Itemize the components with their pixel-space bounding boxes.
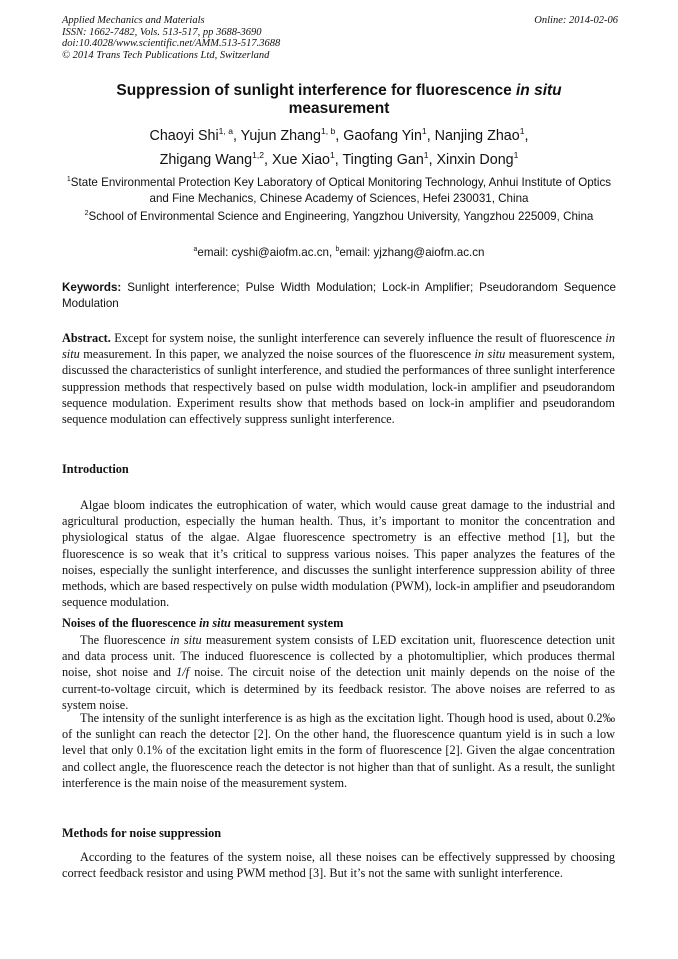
author-sup: 1 — [421, 126, 427, 137]
author-sup: 1,2 — [252, 150, 264, 161]
introduction-paragraph: Algae bloom indicates the eutrophication of water, which would cause great damage to the industrial and agricultural production, especially the human health. Thus, it’s important to monitor the concentration and physiological status of the algae. Algae fluorescence spectrometry is an effective method [1], but the fluorescence is so weak that it’s critical to suppress various noises. This paper analyzes the features of the noises, especially the sunlight interference, and discusses the sunlight interference suppression ability of three methods, which are based respectively on pulse width modulation (PWM), lock-in amplifier and pseudorandom sequence modulation. — [62, 498, 615, 610]
affiliation-sup: 2 — [84, 210, 89, 218]
author-name: Zhigang Wang — [159, 152, 253, 168]
heading-text: measurement system — [230, 616, 344, 630]
author-name: Tingting Gan — [342, 152, 424, 168]
abstract-text: measurement system, discussed the characteristics of sunlight interference, and studied the performances of three sunlight interference suppression methods that respectively based on pulse width modulation, lock-in amplifier and pseudorandom sequence modulation. Experiment results show that methods based on lock-in amplifier and pseudorandom sequence modulation can effectively suppress sunlight interference. — [62, 347, 616, 427]
noises-paragraph-1 — [62, 632, 615, 713]
abstract-italic: in situ — [474, 347, 506, 362]
affiliation-text: School of Environmental Science and Engineering, Yangzhou University, Yangzhou 225009, China — [88, 210, 594, 223]
introduction-heading: Introduction — [62, 462, 129, 476]
doi-line: doi:10.4028/www.scientific.net/AMM.513-517.3688 — [62, 38, 281, 49]
author-sup: 1 — [329, 150, 335, 161]
author-list: Chaoyi Shi$^{1, a}$, Yujun Zhang$^{1, b}$, Gaofang Yin$^1$, Nanjing Zhao$^1$, Zhigang Wang$^{1,2}$, Xue Xiao$^1$, Tingting Gan$^1$, Xinxin Dong$^1$ — [149, 126, 529, 168]
keywords-text: Sunlight interference; Pulse Width Modulation; Lock-in Amplifier; Pseudorandom Sequence Modulation — [62, 281, 616, 310]
keywords — [62, 280, 616, 311]
online-date: Online: 2014-02-06 — [534, 15, 618, 26]
title-line2: measurement — [288, 100, 390, 117]
affiliation-2 — [62, 209, 616, 225]
methods-heading: Methods for noise suppression — [62, 826, 222, 840]
journal-header — [62, 15, 618, 61]
affiliation-text: State Environmental Protection Key Laboratory of Optical Monitoring Technology, Anhui Institute of Optics and Fine Mechanics, Chinese Academy of Sciences, Hefei 230031, China — [70, 176, 612, 205]
body-text: The fluorescence — [80, 633, 170, 647]
author-sup: 1, b — [320, 126, 336, 137]
affiliation-1 — [62, 175, 616, 206]
author-name: Chaoyi Shi — [149, 128, 219, 144]
abstract-text: measurement. In this paper, we analyzed the noise sources of the fluorescence — [79, 347, 475, 362]
noises-heading — [62, 615, 343, 631]
abstract-label: Abstract. — [62, 331, 111, 345]
email-link[interactable]: email: yjzhang@aiofm.ac.cn — [339, 246, 485, 259]
author-name: Xinxin Dong — [436, 152, 514, 168]
body-text: noise. The circuit noise of the detection unit mainly depends on the noise of the current-to-voltage circuit, which is determined by its feedback resistor. The above noises are referred to as system noise. — [62, 665, 615, 712]
author-sup: 1, a — [218, 126, 233, 137]
author-name: Gaofang Yin — [343, 128, 422, 144]
paper-title — [62, 82, 616, 118]
email-sup: b — [335, 246, 340, 254]
title-italic: in situ — [516, 82, 562, 99]
body-italic: 1/f — [176, 665, 190, 680]
author-sup: 1 — [423, 150, 429, 161]
body-text: measurement system consists of LED excitation unit, fluorescence detection unit and data process unit. The induced fluorescence is collected by a photomultiplier, which produces thermal noise, shot noise and — [62, 633, 615, 680]
journal-name: Applied Mechanics and Materials — [62, 15, 205, 26]
author-name: Yujun Zhang — [240, 128, 321, 144]
author-name: Xue Xiao — [271, 152, 330, 168]
noises-paragraph-2: The intensity of the sunlight interference is as high as the excitation light. Though hood is used, about 0.2‰ of the sunlight can reach the detector [2]. On the other hand, the fluorescence quantum yield is in such a low level that only 0.1% of the excitation light emits in the form of fluorescence [2]. Given the algae concentration and collect angle, the fluorescence reach the detector is not higher than that of sunlight. As a result, the sunlight interference is the main noise of the measurement system. — [62, 711, 615, 790]
abstract — [62, 330, 615, 427]
email-sup: a — [193, 246, 198, 254]
abstract-text: Except for system noise, the sunlight interference can severely influence the result of fluorescence — [110, 331, 606, 345]
heading-italic: in situ — [199, 616, 231, 630]
author-sup: 1 — [513, 150, 519, 161]
author-name: Nanjing Zhao — [434, 128, 520, 144]
issn-line: ISSN: 1662-7482, Vols. 513-517, pp 3688-3690 — [62, 26, 262, 38]
author-sup: 1 — [519, 126, 525, 137]
title-main: Suppression of sunlight interference for fluorescence — [116, 82, 516, 99]
body-italic: in situ — [169, 633, 202, 647]
affiliation-sup: 1 — [66, 176, 71, 184]
keywords-label: Keywords: — [62, 281, 122, 294]
abstract-italic: in situ — [62, 331, 615, 362]
email-line — [62, 245, 616, 261]
methods-paragraph: According to the features of the system noise, all these noises can be effectively suppressed by choosing correct feedback resistor and using PWM method [3]. But it’s not the same with sunlight interference. — [62, 850, 615, 881]
copyright-line: © 2014 Trans Tech Publications Ltd, Switzerland — [62, 49, 270, 61]
email-link[interactable]: email: cyshi@aiofm.ac.cn, — [197, 246, 336, 259]
heading-text: Noises of the fluorescence — [62, 616, 200, 630]
